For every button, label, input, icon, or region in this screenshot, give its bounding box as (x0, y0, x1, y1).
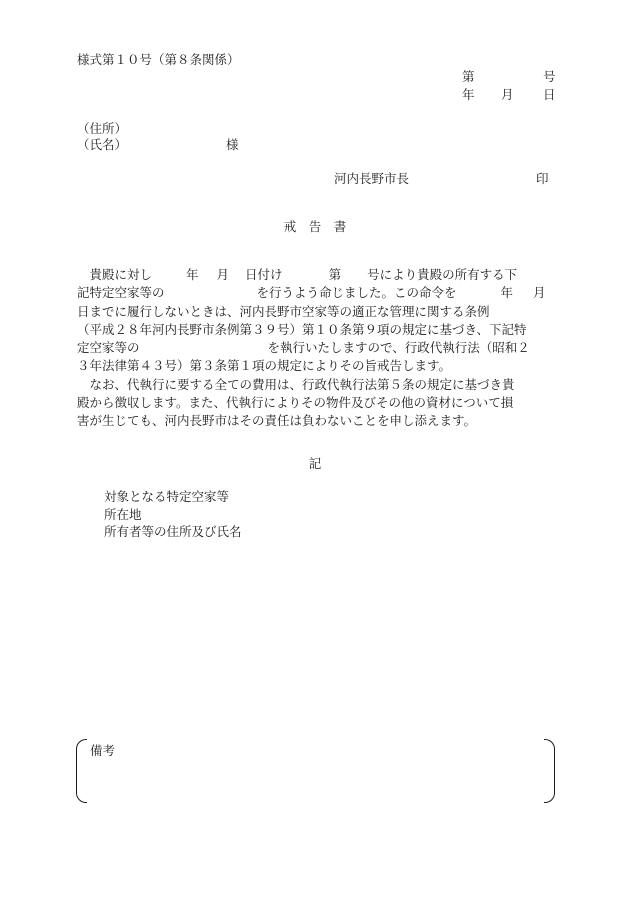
reference-dai: 第 (462, 69, 475, 84)
date-month: 月 (501, 87, 514, 102)
body-line-4: （平成２８年河内長野市条例第３９号）第１０条第９項の規定に基づき、下記特 (77, 321, 527, 337)
date-day: 日 (543, 87, 556, 102)
date-year: 年 (462, 87, 475, 102)
body-line-9: 害が生じても、河内長野市はその責任は負わないことを申し添えます。 (77, 413, 477, 429)
remarks-right-bracket (544, 739, 555, 803)
body-line-8: 殿から徴収します。また、代執行によりその物件及びその他の資材について損 (77, 395, 514, 411)
recipient-honorific: 様 (226, 137, 239, 152)
recipient-name-label: （氏名） (77, 137, 128, 152)
body-line-1: 貴殿に対し 年 月 日付け 第 号により貴殿の所有する下 (77, 267, 518, 282)
item-target-property: 対象となる特定空家等 (104, 489, 230, 504)
ki-heading: 記 (308, 456, 322, 471)
body-line-7: なお、代執行に要する全ての費用は、行政代執行法第５条の規定に基づき貴 (77, 376, 515, 392)
item-owner-info: 所有者等の住所及び氏名 (104, 524, 242, 539)
form-number: 様式第１０号（第８条関係） (77, 52, 240, 67)
body-line-5: 定空家等の を執行いたしますので、行政代執行法（昭和２ (77, 340, 530, 356)
remarks-box (76, 739, 555, 803)
body-line-6: ３年法律第４３号）第３条第１項の規定によりその旨戒告します。 (77, 358, 452, 374)
document-title: 戒 告 書 (283, 219, 347, 234)
issuer-seal: 印 (536, 171, 549, 186)
body-text (77, 266, 559, 431)
body-line-3: 日までに履行しないときは、河内長野市空家等の適正な管理に関する条例 (77, 303, 490, 319)
reference-go: 号 (543, 69, 556, 84)
recipient-address-label: （住所） (77, 121, 128, 136)
issuer-mayor: 河内長野市長 (334, 171, 410, 186)
body-line-2: 記特定空家等の を行うよう命じました。この命令を 年 月 (77, 285, 546, 301)
item-location: 所在地 (104, 507, 142, 522)
remarks-left-bracket (76, 739, 87, 803)
remarks-label: 備考 (90, 743, 116, 758)
